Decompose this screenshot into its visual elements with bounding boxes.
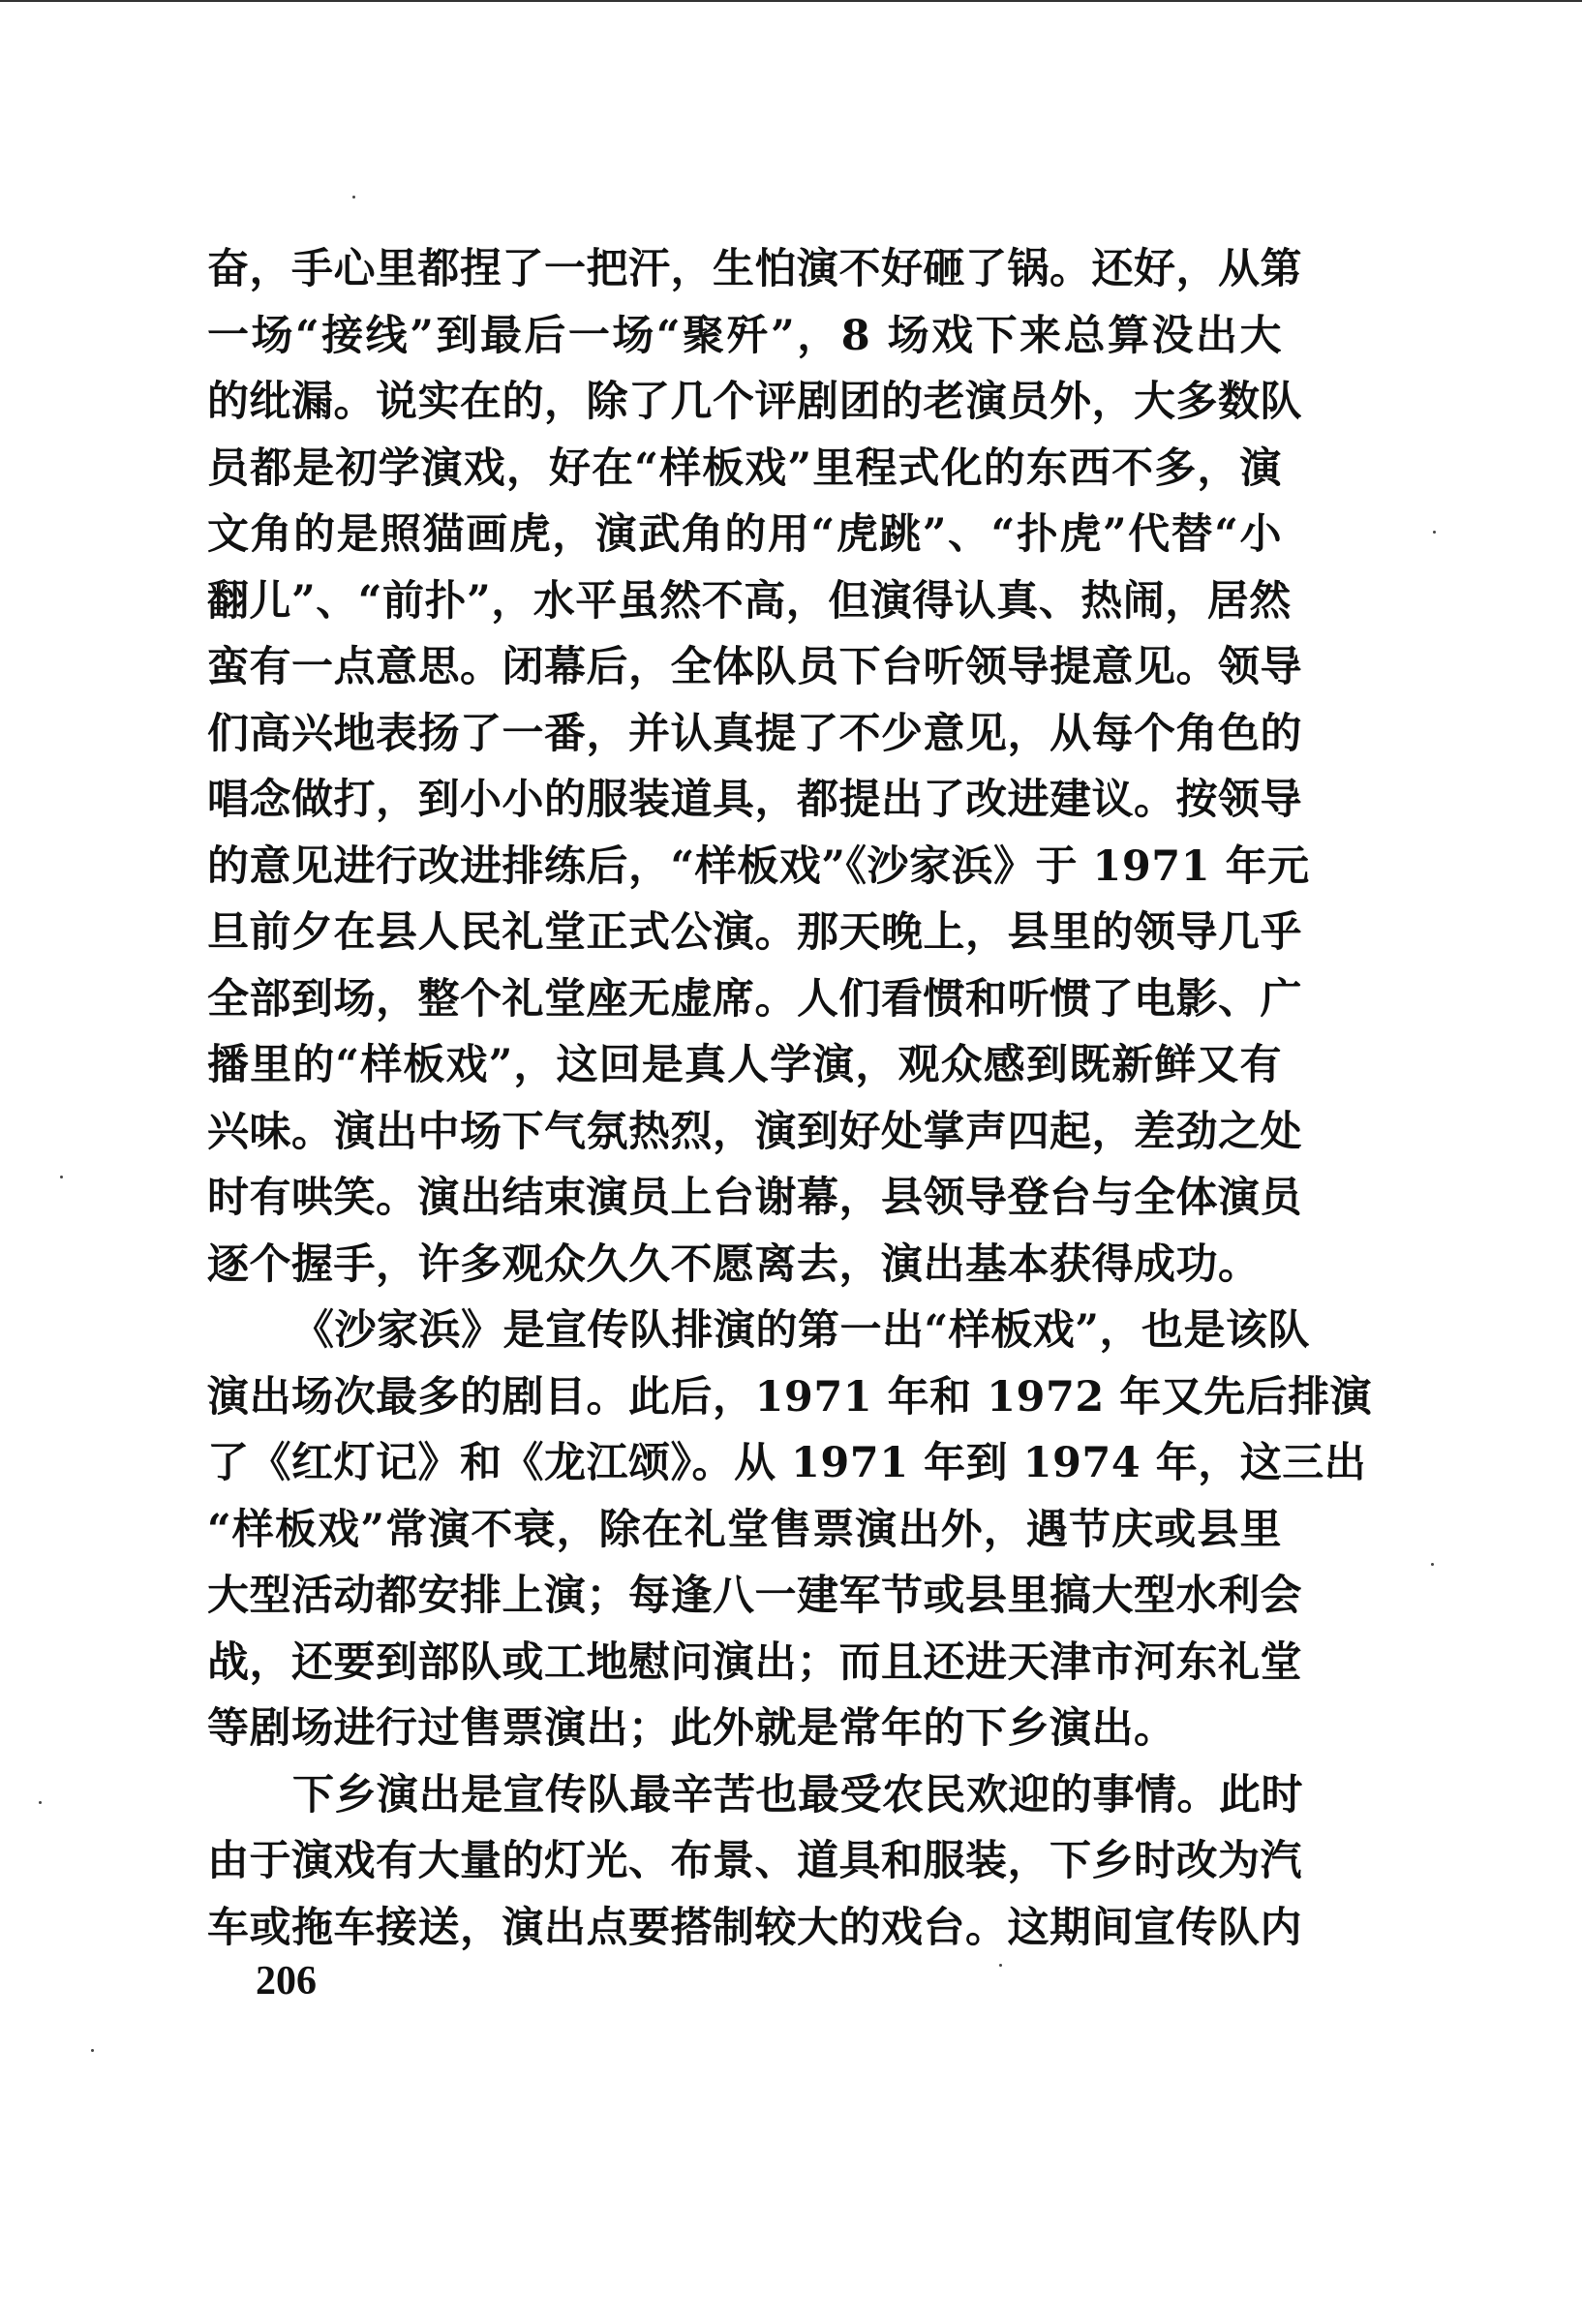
scan-speck — [1433, 531, 1436, 534]
text-line: 逐个握手，许多观众久久不愿离去，演出基本获得成功。 — [207, 1239, 1261, 1289]
scan-speck — [999, 1964, 1002, 1967]
text-line: 奋，手心里都捏了一把汗，生怕演不好砸了锅。还好，从第 — [207, 245, 1302, 293]
text-line: 的意见进行改进排练后，“样板戏”《沙家浜》于 1971 年元 — [207, 841, 1310, 891]
scan-speck — [91, 2049, 94, 2052]
scan-speck — [1431, 1563, 1434, 1566]
text-line: 演出场次最多的剧目。此后，1971 年和 1972 年又先后排演 — [207, 1372, 1373, 1422]
page-top-edge — [0, 0, 1582, 2]
body-text — [207, 236, 1373, 1961]
scan-speck — [60, 1176, 63, 1178]
text-line: 兴味。演出中场下气氛热烈，演到好处掌声四起，差劲之处 — [207, 1107, 1302, 1156]
text-line: 们高兴地表扬了一番，并认真提了不少意见，从每个角色的 — [207, 709, 1302, 758]
text-line: 战，还要到部队或工地慰问演出；而且还进天津市河东礼堂 — [207, 1637, 1302, 1687]
text-line: 蛮有一点意思。闭幕后，全体队员下台听领导提意见。领导 — [207, 643, 1302, 691]
text-line: 一场“接线”到最后一场“聚歼”，8 场戏下来总算没出大 — [207, 311, 1282, 360]
text-line: 翻儿”、“前扑”，水平虽然不高，但演得认真、热闹，居然 — [207, 576, 1292, 626]
text-line: 等剧场进行过售票演出；此外就是常年的下乡演出。 — [207, 1704, 1176, 1753]
text-line: 播里的“样板戏”，这回是真人学演，观众感到既新鲜又有 — [207, 1041, 1282, 1089]
text-line: 员都是初学演戏，好在“样板戏”里程式化的东西不多，演 — [207, 443, 1282, 493]
scan-speck — [39, 1801, 42, 1804]
text-line: 大型活动都安排上演；每逢八一建军节或县里搞大型水利会 — [207, 1572, 1302, 1620]
text-line: 由于演戏有大量的灯光、布景、道具和服装，下乡时改为汽 — [207, 1837, 1302, 1885]
text-line: 时有哄笑。演出结束演员上台谢幕，县领导登台与全体演员 — [207, 1174, 1302, 1222]
paragraph-first-line: 《沙家浜》是宣传队排演的第一出“样板戏”，也是该队 — [292, 1306, 1310, 1355]
text-line: 车或拖车接送，演出点要搭制较大的戏台。这期间宣传队内 — [207, 1903, 1302, 1952]
text-line: 唱念做打，到小小的服装道具，都提出了改进建议。按领导 — [207, 776, 1302, 824]
text-line: 全部到场，整个礼堂座无虚席。人们看惯和听惯了电影、广 — [207, 974, 1302, 1024]
text-line: 的纰漏。说实在的，除了几个评剧团的老演员外，大多数队 — [207, 378, 1302, 426]
paragraph-first-line: 下乡演出是宣传队最辛苦也最受农民欢迎的事情。此时 — [292, 1770, 1303, 1819]
text-line: 旦前夕在县人民礼堂正式公演。那天晚上，县里的领导几乎 — [207, 908, 1302, 957]
text-line: 文角的是照猫画虎，演武角的用“虎跳”、“扑虎”代替“小 — [207, 510, 1282, 559]
scan-speck — [352, 196, 355, 199]
text-line: “样板戏”常演不衰，除在礼堂售票演出外，遇节庆或县里 — [207, 1505, 1282, 1554]
text-line: 了《红灯记》和《龙江颂》。从 1971 年到 1974 年，这三出 — [207, 1439, 1367, 1487]
page-number: 206 — [256, 1959, 317, 2003]
